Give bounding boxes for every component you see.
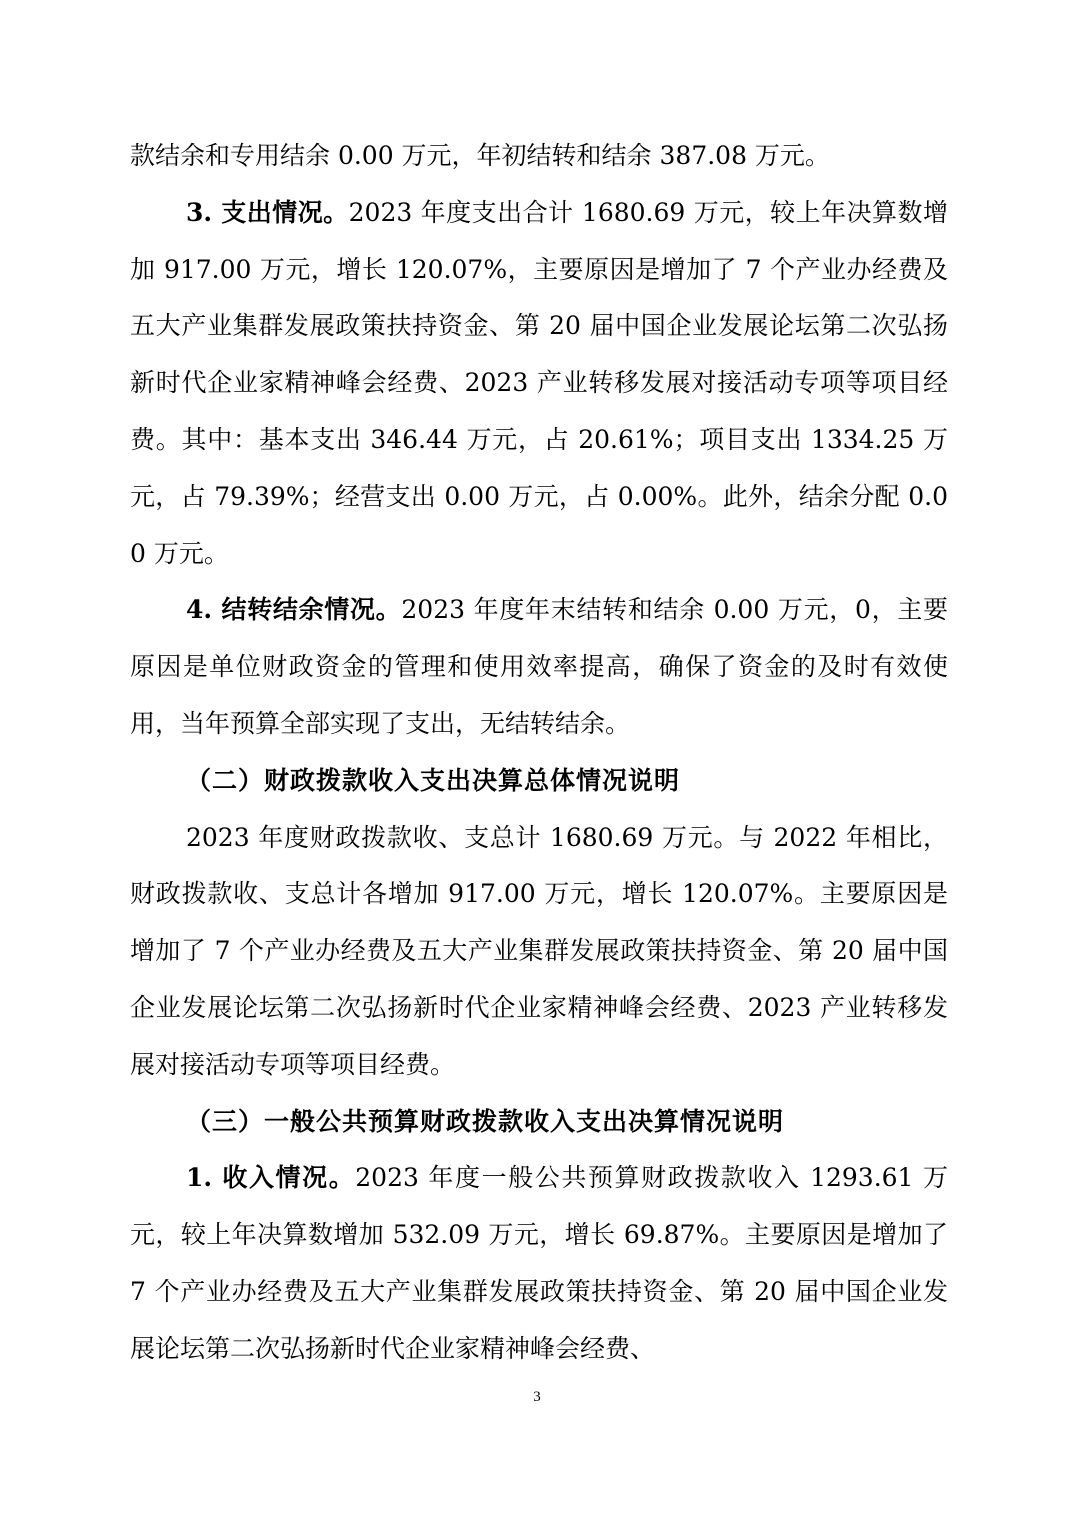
paragraph-fiscal-overview [130,810,948,1094]
paragraph-text: 2023 年度支出合计 1680.69 万元，较上年决算数增加 917.00 万元，增长 120.07%，主要原因是增加了 7 个产业办经费及五大产业集群发展政策扶持资金、第 20 届中国企业发展论坛第二次弘扬新时代企业家精神峰会经费、2023 产业转移发展对接活动专项等项目经费。其中：基本支出 346.44 万元，占 20.61%；项目支出 1334.25 万元，占 79.39%；经营支出 0.00 万元，占 0.00%。此外，结余分配 0.00 万元。 [130,197,948,568]
page-number: 3 [533,1389,541,1405]
paragraph-text: 款结余和专用结余 0.00 万元，年初结转和结余 387.08 万元。 [130,141,830,170]
body-text [130,128,948,1378]
paragraph-text: 2023 年度财政拨款收、支总计 1680.69 万元。与 2022 年相比，财政拨款收、支总计各增加 917.00 万元，增长 120.07%。主要原因是增加了 7 个产业办经费及五大产业集群发展政策扶持资金、第 20 届中国企业发展论坛第二次弘扬新时代企业家精神峰会经费、2023 产业转移发展对接活动专项等项目经费。 [130,822,948,1079]
heading-general-budget: （三）一般公共预算财政拨款收入支出决算情况说明 [186,1106,785,1136]
paragraph-carryover [130,582,948,752]
heading-fiscal-overview: （二）财政拨款收入支出决算总体情况说明 [186,765,681,795]
paragraph-text: 2023 年度一般公共预算财政拨款收入 1293.61 万元，较上年决算数增加 532.09 万元，增长 69.87%。主要原因是增加了 7 个产业办经费及五大产业集群发展政策扶持资金、第 20 届中国企业发展论坛第二次弘扬新时代企业家精神峰会经费、 [130,1163,948,1363]
section-lead-income: 1. 收入情况。 [186,1163,356,1193]
paragraph-income-balance-continued [130,128,948,185]
paragraph-expenditure [130,185,948,583]
section-lead-expenditure: 3. 支出情况。 [186,197,349,227]
paragraph-text: 2023 年度年末结转和结余 0.00 万元，0，主要原因是单位财政资金的管理和使用效率提高，确保了资金的及时有效使用，当年预算全部实现了支出，无结转结余。 [130,595,948,738]
paragraph-general-budget-income [130,1150,948,1377]
section-lead-carryover: 4. 结转结余情况。 [186,595,402,625]
